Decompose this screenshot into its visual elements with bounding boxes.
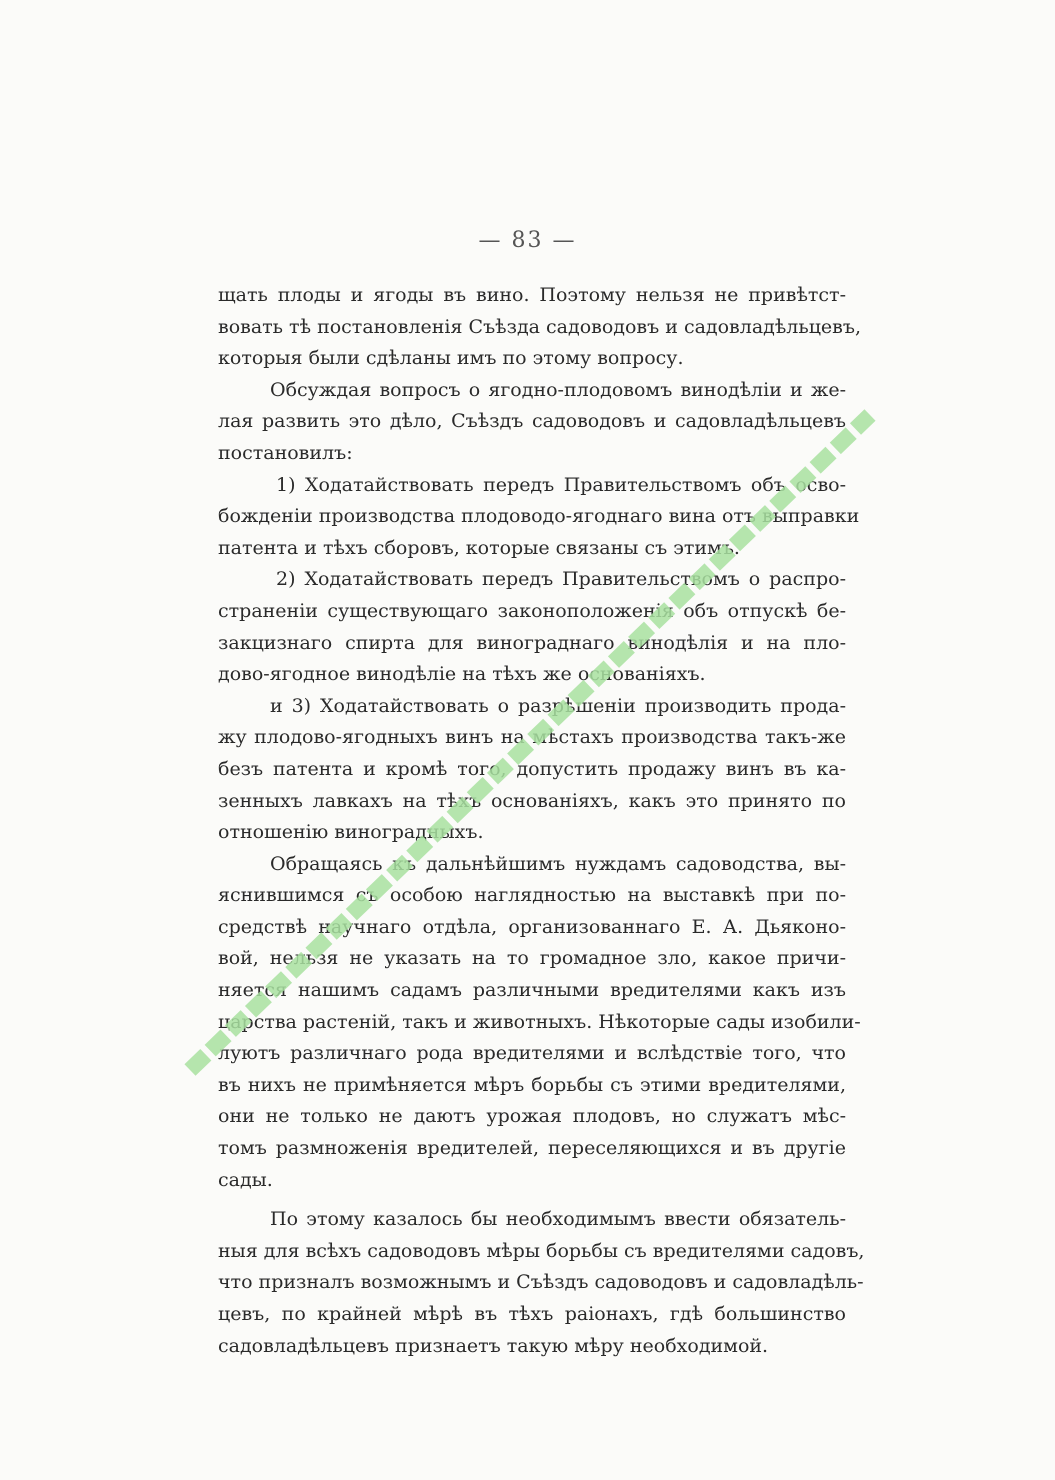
text-line: дово-ягодное винодѣліе на тѣхъ же основаніяхъ. xyxy=(218,663,706,686)
text-line: закцизнаго спирта для винограднаго винодѣлія и на пло- xyxy=(218,631,846,654)
text-line: отношенію виноградныхъ. xyxy=(218,821,484,844)
text-line: зенныхъ лавкахъ на тѣхъ основаніяхъ, какъ это принято по xyxy=(218,789,846,812)
text-line: царства растеній, такъ и животныхъ. Нѣкоторые сады изобили- xyxy=(218,1010,861,1033)
text-line: ныя для всѣхъ садоводовъ мѣры борьбы съ вредителями садовъ, xyxy=(218,1239,865,1262)
page-number: — 83 — xyxy=(478,228,577,253)
text-line: яснившимся съ особою наглядностью на выставкѣ при по- xyxy=(218,884,846,907)
text-line: божденіи производства плодоводо-ягоднаго вина отъ выправки xyxy=(218,505,860,528)
text-line: Обсуждая вопросъ о ягодно-плодовомъ винодѣліи и же- xyxy=(270,378,846,401)
text-line: средствѣ научнаго отдѣла, организованнаго Е. А. Дьяконо- xyxy=(218,915,846,938)
paragraph-pests xyxy=(218,849,861,1197)
text-line: щать плоды и ягоды въ вино. Поэтому нельзя не привѣтст- xyxy=(218,284,846,306)
paragraph-conclusion xyxy=(218,1204,865,1362)
text-line: безъ патента и кромѣ того, допустить продажу винъ въ ка- xyxy=(218,757,846,780)
text-line: они не только не даютъ урожая плодовъ, но служатъ мѣс- xyxy=(218,1105,846,1128)
body-text xyxy=(218,280,865,1362)
text-line: въ нихъ не примѣняется мѣръ борьбы съ этими вредителями, xyxy=(218,1073,846,1096)
text-line: лая развить это дѣло, Съѣздъ садоводовъ и садовладѣльцевъ xyxy=(218,410,846,433)
paragraph-2 xyxy=(218,375,846,470)
text-line: постановилъ: xyxy=(218,441,353,464)
resolution-item-3 xyxy=(218,691,846,849)
text-line: По этому казалось бы необходимымъ ввести обязатель- xyxy=(270,1208,846,1231)
text-line: и 3) Ходатайствовать о разрѣшеніи производить прода- xyxy=(270,694,846,717)
text-line: вовать тѣ постановленія Съѣзда садоводовъ и садовладѣльцевъ, xyxy=(218,315,862,338)
text-line: страненіи существующаго законоположенія объ отпускѣ бе- xyxy=(218,599,846,622)
text-line: патента и тѣхъ сборовъ, которые связаны съ этимъ. xyxy=(218,536,740,559)
text-line: няется нашимъ садамъ различными вредителями какъ изъ xyxy=(218,979,846,1002)
resolution-item-1 xyxy=(218,470,860,565)
text-line: 1) Ходатайствовать передъ Правительствомъ объ осво- xyxy=(276,473,846,496)
text-line: цевъ, по крайней мѣрѣ въ тѣхъ раіонахъ, гдѣ большинство xyxy=(218,1303,846,1325)
text-line: томъ размноженія вредителей, переселяющихся и въ другіе xyxy=(218,1137,846,1160)
text-line: которыя были сдѣланы имъ по этому вопросу. xyxy=(218,347,684,370)
paragraph-1 xyxy=(218,280,862,375)
text-line: сады. xyxy=(218,1168,273,1191)
resolution-item-2 xyxy=(218,564,846,690)
text-line: 2) Ходатайствовать передъ Правительствомъ о распро- xyxy=(276,568,846,591)
text-line: вой, нельзя не указать на то громадное зло, какое причи- xyxy=(218,947,846,970)
text-line: жу плодово-ягодныхъ винъ на мѣстахъ производства такъ-же xyxy=(218,726,846,749)
text-line: Обращаясь къ дальнѣйшимъ нуждамъ садоводства, вы- xyxy=(270,852,846,875)
text-line: что призналъ возможнымъ и Съѣздъ садоводовъ и садовладѣль- xyxy=(218,1271,864,1294)
text-line: садовладѣльцевъ признаетъ такую мѣру необходимой. xyxy=(218,1334,769,1357)
text-line: луютъ различнаго рода вредителями и вслѣдствіе того, что xyxy=(218,1042,846,1065)
